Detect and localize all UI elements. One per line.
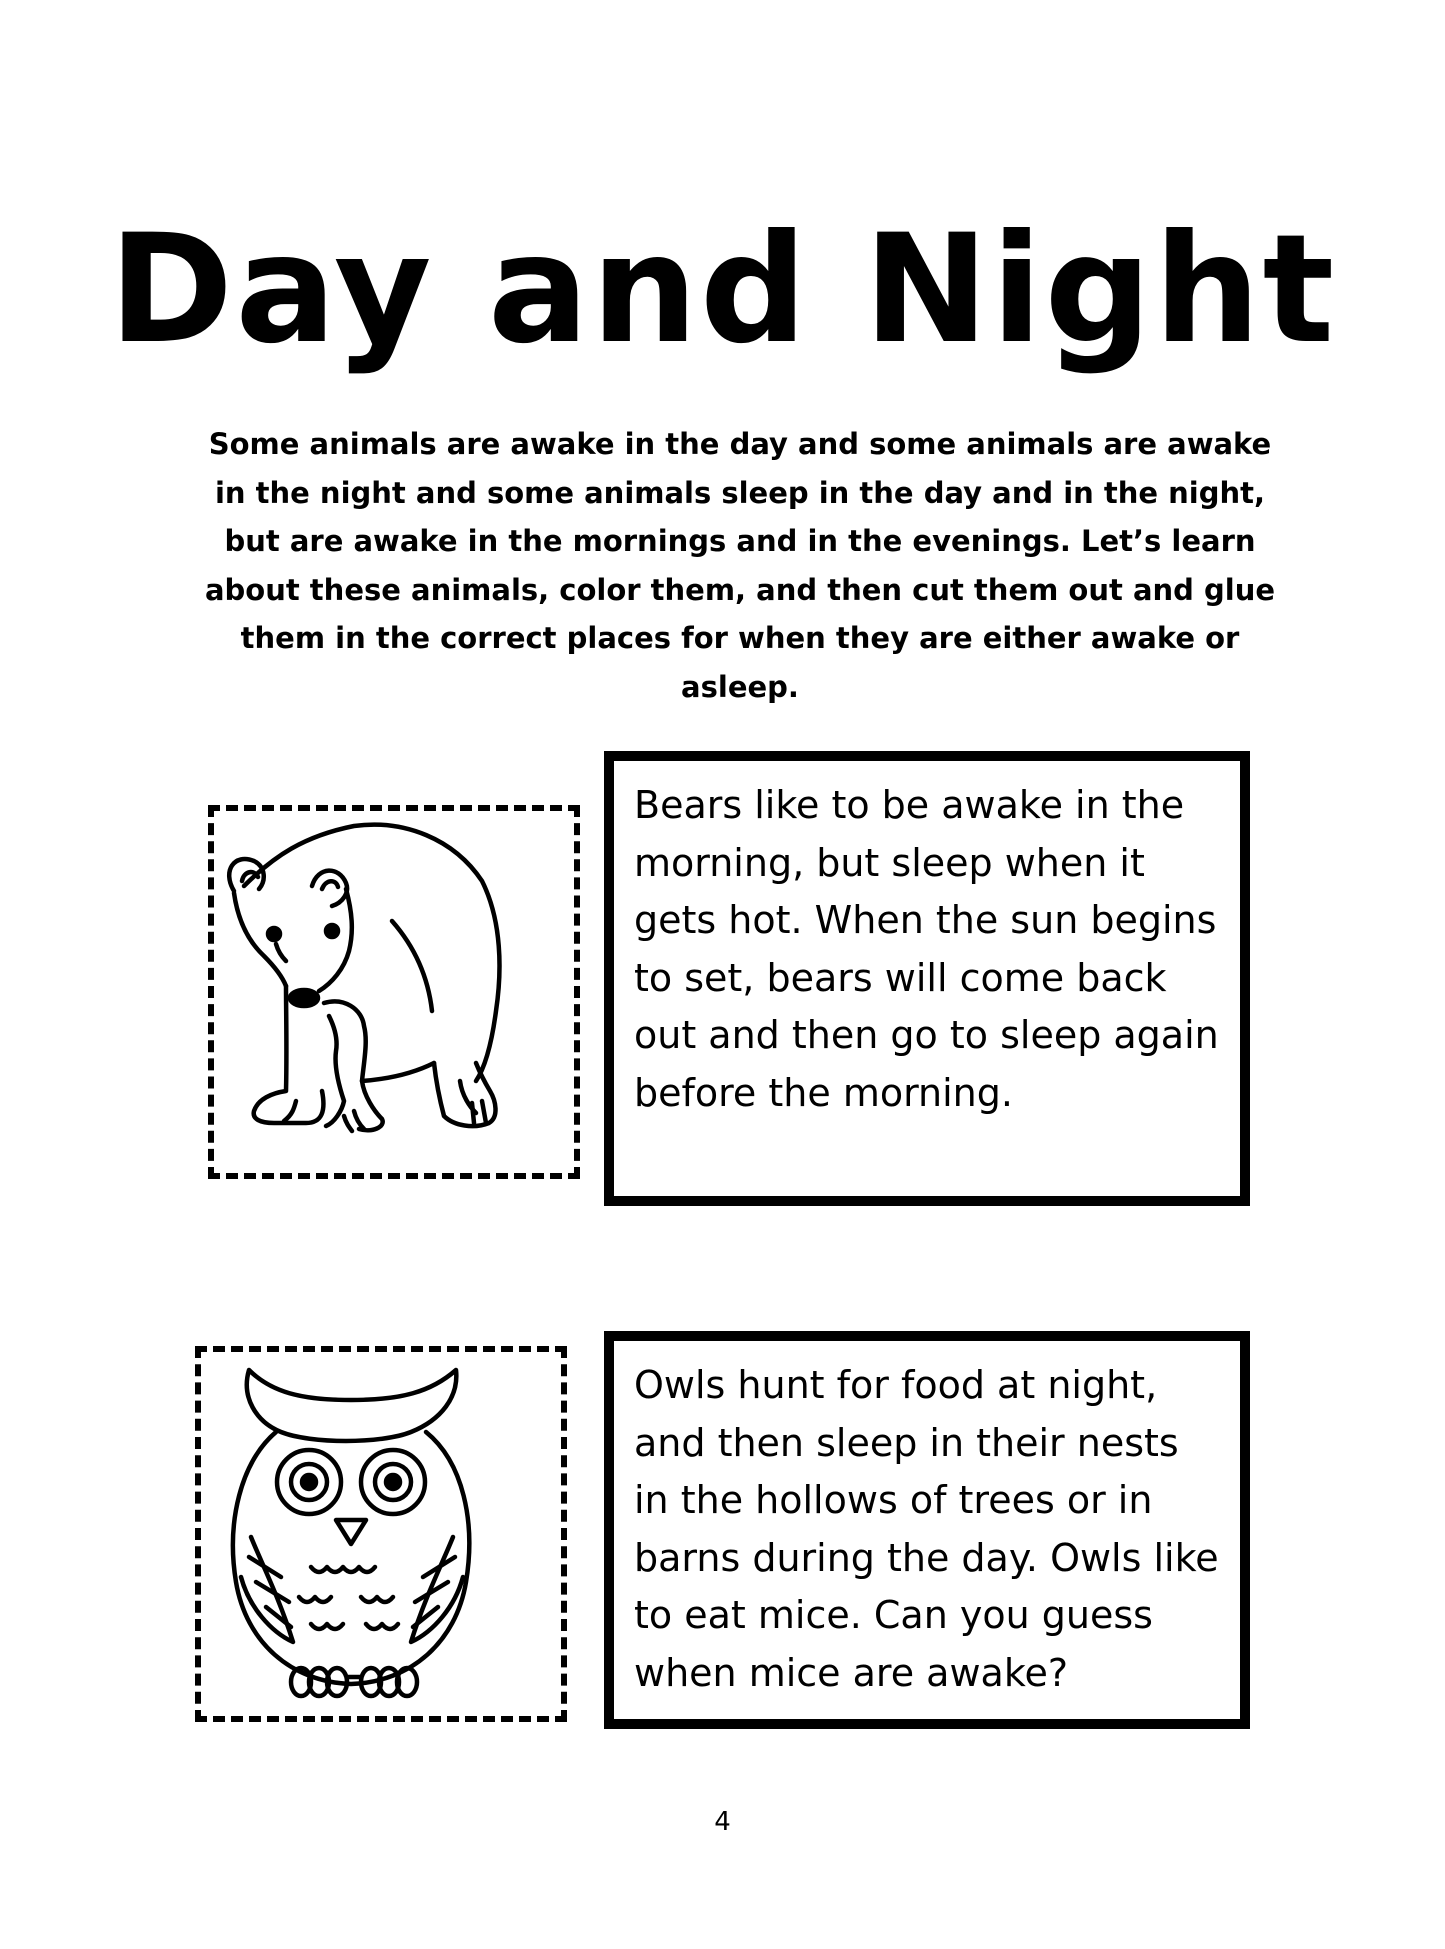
intro-paragraph: Some animals are awake in the day and some animals are awake in the night and some animals sleep in the day and in the night, but are awake in the mornings and in the evenings. Let’s learn about these animals, color them, and then cut them out and glue them in the correct places for when they are either awake or asleep. <box>204 427 1276 704</box>
owl-cutout-box[interactable] <box>195 1346 567 1722</box>
bear-info-text: Bears like to be awake in the morning, but sleep when it gets hot. When the sun begins to set, bears will come back out and then go to sleep again before the morning. <box>634 783 1219 1115</box>
owl-info-text: Owls hunt for food at night, and then sleep in their nests in the hollows of trees or in barns during the day. Owls like to eat mice. Can you guess when mice are awake? <box>634 1363 1219 1695</box>
page-number: 4 <box>714 1807 731 1837</box>
owl-info-box <box>604 1331 1250 1729</box>
bear-cutout-box[interactable] <box>208 805 580 1179</box>
bear-info-box <box>604 751 1250 1206</box>
page-title: Day and Night <box>108 203 1337 377</box>
owl-icon <box>201 1352 561 1716</box>
bear-icon <box>214 811 574 1173</box>
